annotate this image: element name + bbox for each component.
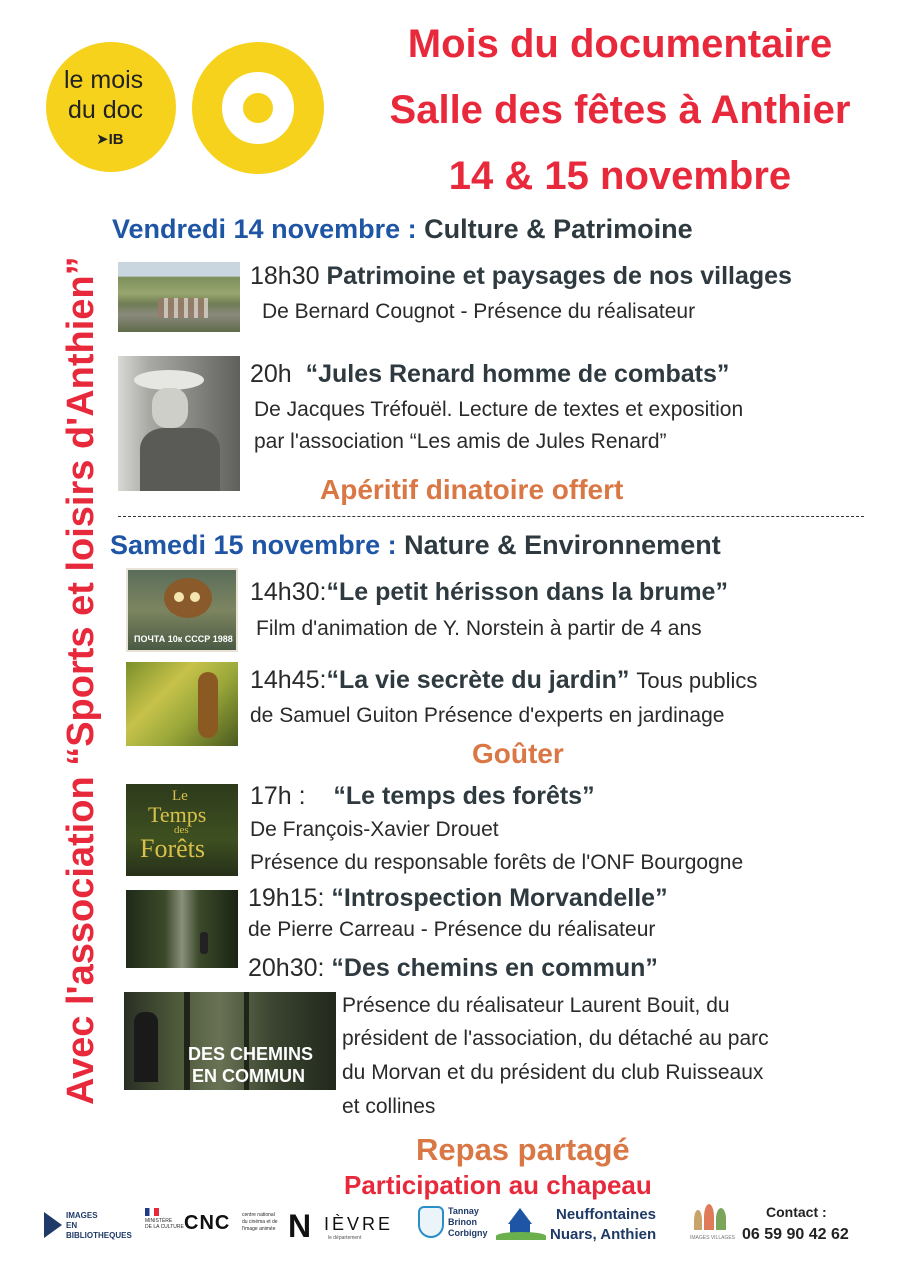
poster-word-le: Le — [172, 788, 188, 804]
tannay-logo — [416, 1204, 492, 1244]
friday-day: Vendredi 14 novembre : — [112, 214, 417, 244]
village-landscape-photo — [118, 262, 240, 332]
saturday-event-5-desc-4: et collines — [342, 1095, 436, 1118]
commune-text-2: Nuars, Anthien — [550, 1226, 657, 1243]
friday-event-1-desc: De Bernard Cougnot - Présence du réalisateur — [262, 300, 696, 323]
target-circle-icon — [192, 42, 324, 174]
ib-text-1: IMAGES — [66, 1211, 98, 1220]
tree-icon-1 — [694, 1210, 702, 1230]
friday-theme: Culture & Patrimoine — [424, 214, 693, 244]
ib-arrow-icon — [44, 1212, 62, 1238]
logo-line2: du doc — [68, 96, 144, 124]
commune-text-1: Neuffontaines — [556, 1206, 657, 1223]
village-roofs — [158, 298, 208, 318]
village-church-logo — [494, 1206, 548, 1242]
poster-word-forets: Forêts — [140, 834, 205, 863]
target-center — [243, 93, 273, 123]
friday-event-2-time: 20h — [250, 360, 292, 388]
saturday-event-1-title — [250, 578, 728, 607]
saturday-event-3-time: 17h : — [250, 782, 306, 810]
nievre-sub: le département — [328, 1235, 362, 1241]
logo-brand — [96, 130, 124, 148]
cnc-logo — [184, 1210, 284, 1238]
friday-event-2-desc-2: par l'association “Les amis de Jules Renard” — [254, 430, 667, 453]
side-association-text: Avec l'association “Sports et loisirs d'Anthien” — [60, 256, 102, 1105]
title-line3: 14 & 15 novembre — [448, 154, 792, 198]
friday-event-2-title — [250, 360, 729, 389]
ministere-text-1: MINISTÈRE — [145, 1218, 173, 1224]
saturday-event-5-title — [248, 954, 658, 983]
ministere-culture-logo — [145, 1208, 184, 1238]
gouter-note: Goûter — [472, 738, 564, 769]
stamp-caption: ПОЧТА 10к СССР 1988 — [134, 634, 233, 644]
friday-event-1-title — [250, 262, 792, 291]
cnc-mark: CNC — [184, 1212, 231, 1234]
portrait-hat — [134, 370, 204, 390]
herisson-eye-right — [190, 592, 200, 602]
saturday-event-5-name: “Des chemins en commun” — [331, 954, 658, 982]
saturday-event-4-title — [248, 884, 668, 913]
herisson-stamp-image — [126, 568, 238, 652]
chemins-en-commun-poster — [124, 992, 336, 1090]
saturday-event-5-desc-3: du Morvan et du président du club Ruisseaux — [342, 1061, 764, 1084]
saturday-event-1-time: 14h30: — [250, 578, 327, 606]
saturday-event-4-time: 19h15: — [248, 884, 325, 912]
poster-title-2: EN COMMUN — [192, 1066, 305, 1086]
friday-event-1-name: Patrimoine et paysages de nos villages — [326, 262, 792, 290]
nievre-n-icon: N — [288, 1208, 312, 1244]
cnc-text-2: du cinéma et de — [242, 1219, 278, 1225]
church-roof-icon — [508, 1208, 532, 1224]
portrait-face — [152, 388, 188, 428]
saturday-theme: Nature & Environnement — [404, 530, 721, 560]
saturday-day: Samedi 15 novembre : — [110, 530, 397, 560]
section-divider — [118, 516, 864, 517]
cnc-text-3: l'image animée — [242, 1226, 276, 1232]
saturday-heading — [110, 530, 721, 561]
poster-word-temps: Temps — [148, 802, 207, 827]
nievre-logo — [288, 1206, 412, 1242]
poster-tree-1 — [184, 992, 190, 1090]
saturday-event-2-title — [250, 666, 757, 695]
poster-word-des: des — [174, 824, 189, 836]
tannay-text-3: Corbigny — [448, 1228, 488, 1238]
friday-event-1-time: 18h30 — [250, 262, 320, 290]
weasel-body — [198, 672, 218, 738]
path-walker — [200, 932, 208, 954]
saturday-event-2-extra: Tous publics — [636, 668, 758, 693]
saturday-event-1-name: “Le petit hérisson dans la brume” — [326, 578, 728, 606]
logo-line1: le mois — [64, 66, 144, 94]
tannay-shield-icon — [418, 1206, 444, 1238]
contact-phone[interactable]: 06 59 90 42 62 — [742, 1226, 849, 1243]
images-villages-logo — [690, 1204, 736, 1244]
images-villages-text: IMAGES VILLAGES — [690, 1235, 736, 1241]
contact-label: Contact : — [766, 1204, 827, 1220]
green-hill — [496, 1232, 546, 1240]
saturday-event-4-name: “Introspection Morvandelle” — [331, 884, 668, 912]
introspection-path-photo — [126, 890, 238, 968]
tannay-text-2: Brinon — [448, 1217, 477, 1227]
saturday-event-1-desc: Film d'animation de Y. Norstein à partir de 4 ans — [256, 617, 702, 640]
saturday-event-3-desc-2: Présence du responsable forêts de l'ONF Bourgogne — [250, 851, 744, 874]
saturday-event-3-title — [250, 782, 595, 811]
saturday-event-2-name: “La vie secrète du jardin” — [326, 666, 630, 694]
tree-icon-2 — [704, 1204, 714, 1230]
aperitif-note: Apéritif dinatoire offert — [320, 474, 624, 505]
ib-text-3: BIBLIOTHEQUES — [66, 1231, 132, 1240]
repas-partage: Repas partagé — [416, 1132, 630, 1167]
friday-event-2-name: “Jules Renard homme de combats” — [305, 360, 730, 388]
herisson-eye-left — [174, 592, 184, 602]
saturday-event-5-desc-2: président de l'association, du détaché au parc — [342, 1027, 769, 1050]
ministere-text-2: DE LA CULTURE — [145, 1224, 184, 1230]
jardin-weasel-photo — [126, 662, 238, 746]
flag-icon — [145, 1208, 159, 1216]
temps-des-forets-poster — [126, 784, 238, 876]
poster-walker — [134, 1012, 158, 1082]
saturday-event-5-desc-1: Présence du réalisateur Laurent Bouit, du — [342, 994, 730, 1017]
saturday-event-2-time: 14h45: — [250, 666, 327, 694]
friday-event-2-desc-1: De Jacques Tréfouël. Lecture de textes et exposition — [254, 398, 744, 421]
nievre-text: IÈVRE — [324, 1214, 394, 1234]
herisson-figure — [164, 578, 212, 618]
participation-chapeau: Participation au chapeau — [344, 1170, 652, 1200]
title-line1: Mois du documentaire — [407, 22, 833, 66]
friday-heading — [112, 214, 693, 245]
tree-icon-3 — [716, 1208, 726, 1230]
ib-text-2: EN — [66, 1221, 78, 1230]
jules-renard-portrait-photo — [118, 356, 240, 491]
arrow-icon: ➤ — [96, 131, 109, 148]
portrait-coat — [140, 428, 220, 491]
title-line2: Salle des fêtes à Anthier — [389, 88, 851, 132]
saturday-event-5-time: 20h30: — [248, 954, 325, 982]
logo-brand-text: IB — [108, 131, 124, 148]
saturday-event-3-name: “Le temps des forêts” — [333, 782, 595, 810]
mois-du-doc-logo — [46, 42, 176, 172]
images-en-bibliotheques-logo — [44, 1208, 144, 1242]
saturday-event-3-desc-1: De François-Xavier Drouet — [250, 818, 499, 841]
cnc-text-1: centre national — [242, 1212, 275, 1218]
poster-title-1: DES CHEMINS — [188, 1044, 314, 1064]
tannay-text-1: Tannay — [448, 1206, 479, 1216]
saturday-event-4-desc: de Pierre Carreau - Présence du réalisateur — [248, 918, 656, 941]
saturday-event-2-desc: de Samuel Guiton Présence d'experts en jardinage — [250, 704, 725, 727]
